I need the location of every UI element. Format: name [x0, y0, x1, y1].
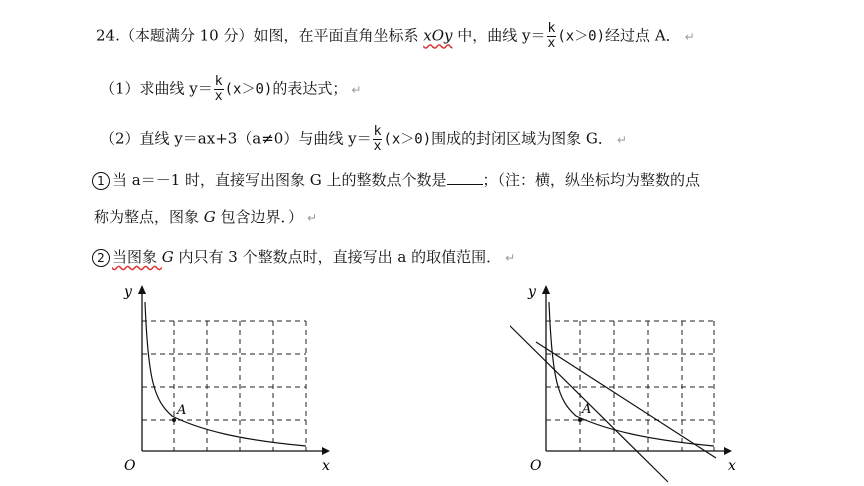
paragraph-mark-icon: ↵: [616, 132, 627, 147]
paragraph-mark-icon: ↵: [307, 211, 318, 225]
y-axis-arrow-icon: [138, 285, 146, 294]
fraction-k-over-x: [547, 22, 557, 51]
circled-number: 2: [92, 249, 110, 267]
x-axis-label: x: [322, 458, 330, 474]
text-segment: 包含边界．）: [215, 208, 304, 226]
x-axis-label: x: [728, 458, 736, 474]
text-segment: （2）直线 y＝ax+3（a≠0）与曲线 y＝: [100, 129, 372, 148]
denominator: x: [214, 89, 223, 104]
text-segment: 经过点 A．: [605, 26, 681, 45]
paragraph-mark-icon: ↵: [684, 29, 695, 44]
problem-line-5: [94, 207, 317, 228]
text-segment: 当图象: [112, 248, 162, 266]
text-segment: 的表达式；: [272, 79, 348, 98]
point-a-dot: [578, 418, 582, 422]
fraction-k-over-x: [214, 75, 224, 104]
problem-line-3: [100, 125, 627, 154]
y-axis-arrow-icon: [542, 285, 550, 294]
domain-condition: (x＞0): [383, 131, 432, 148]
numerator: k: [214, 74, 223, 89]
numerator: k: [547, 21, 556, 36]
problem-line-4: [92, 170, 700, 190]
answer-blank: [447, 170, 483, 185]
y-axis-label: y: [124, 284, 132, 300]
fraction-k-over-x: [373, 125, 383, 154]
origin-label: O: [530, 458, 542, 474]
y-axis-label: y: [528, 284, 536, 300]
domain-condition: (x＞0): [557, 28, 606, 45]
text-segment: ；（注：横，纵坐标均为整数的点: [482, 171, 701, 189]
variable-g: G: [203, 208, 216, 226]
point-a-label: A: [582, 402, 592, 417]
text-segment: 内只有 3 个整数点时，直接写出 a 的取值范围．: [173, 248, 502, 266]
coordinate-system-label: xOy: [423, 26, 453, 45]
circled-number: 1: [92, 172, 110, 190]
point-a-dot: [172, 418, 176, 422]
text-segment: （1）求曲线 y＝: [100, 79, 213, 98]
right-coordinate-figure: [510, 280, 750, 486]
text-segment: 当 a＝－1 时，直接写出图象 G 上的整数点个数是: [112, 171, 447, 189]
text-segment: 中，曲线 y＝: [452, 26, 546, 45]
point-a-label: A: [177, 403, 187, 418]
domain-condition: (x＞0): [224, 81, 273, 98]
text-segment: 24.（本题满分 10 分）如图，在平面直角坐标系: [96, 26, 424, 45]
numerator: k: [373, 124, 382, 139]
problem-line-6: [92, 247, 515, 268]
denominator: x: [373, 139, 382, 154]
text-segment: 围成的封闭区域为图象 G．: [431, 129, 613, 148]
problem-line-1: [96, 22, 695, 51]
left-coordinate-figure: [110, 280, 350, 486]
curve-k-over-x: [145, 302, 306, 446]
text-segment: 称为整点，图象: [94, 208, 204, 226]
paragraph-mark-icon: ↵: [505, 251, 516, 265]
origin-label: O: [124, 458, 136, 474]
grid: [142, 321, 306, 451]
paragraph-mark-icon: ↵: [351, 82, 362, 97]
denominator: x: [547, 36, 556, 51]
curve-k-over-x: [549, 302, 714, 446]
problem-line-2: [100, 75, 361, 104]
x-axis-arrow-icon: [322, 447, 330, 455]
variable-g: G: [161, 248, 174, 266]
x-axis-arrow-icon: [724, 447, 732, 455]
